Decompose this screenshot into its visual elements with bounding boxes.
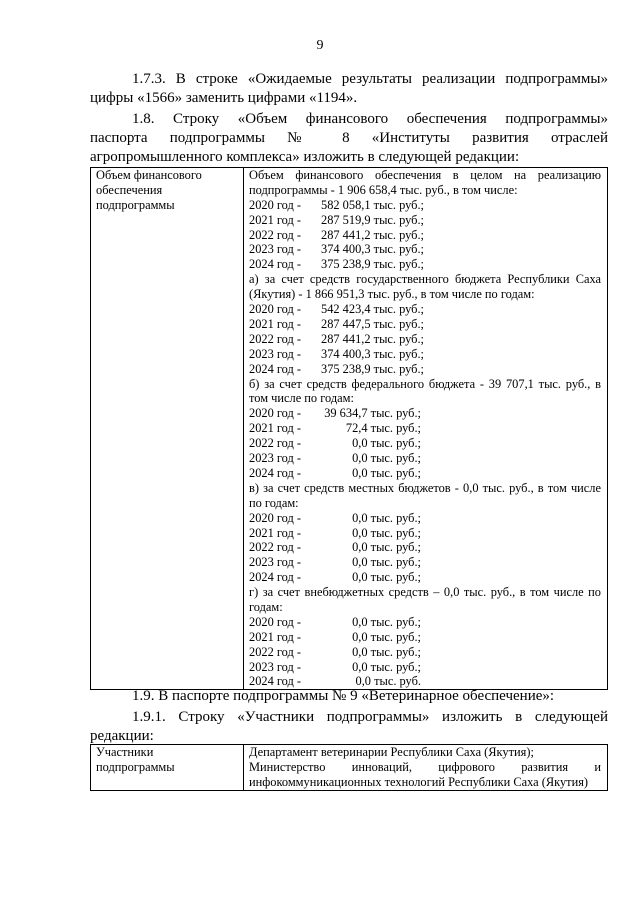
total-financing-text: Объем финансового обеспечения в целом на реализацию подпрограммы - 1 906 658,4 тыс. руб., в том числе: — [249, 168, 601, 197]
local-budget-text: в) за счет средств местных бюджетов - 0,0 тыс. руб., в том числе по годам: — [249, 480, 601, 510]
page-number: 9 — [316, 38, 324, 53]
extrabudgetary-text: г) за счет внебюджетных средств – 0,0 тыс. руб., в том числе по годам: — [249, 585, 601, 614]
label-line: обеспечения — [96, 182, 163, 197]
total-years-list — [249, 198, 601, 272]
year-row: 2024 год - 0,0 тыс. руб.; — [249, 570, 421, 585]
paragraph-line: цифры «1566» заменить цифрами «1194». — [90, 90, 358, 106]
label-line: Объем финансового — [96, 168, 202, 182]
state-budget-years-list — [249, 302, 601, 376]
year-row: 2021 год - 287 447,5 тыс. руб.; — [249, 316, 425, 331]
paragraph-1-8 — [90, 110, 608, 167]
paragraph-line: 1.9. В паспорте подпрограммы № 9 «Ветеринарное обеспечение»: — [132, 688, 555, 704]
label-line: подпрограммы — [96, 197, 175, 212]
year-row: 2021 год - 0,0 тыс. руб.; — [249, 525, 421, 540]
paragraph-line: редакции: — [90, 728, 154, 744]
federal-budget-years-list — [249, 406, 601, 480]
participant-ministry-innovations: Министерство инноваций, цифрового развития и инфокоммуникационных технологий Республики Саха (Якутия) — [249, 759, 601, 789]
year-row: 2024 год - 0,0 тыс. руб.; — [249, 465, 421, 480]
year-row: 2023 год - 0,0 тыс. руб.; — [249, 555, 421, 570]
paragraph-1-7-3 — [90, 70, 608, 108]
year-row: 2023 год - 374 400,3 тыс. руб.; — [249, 242, 425, 257]
year-row: 2020 год - 39 634,7 тыс. руб.; — [249, 406, 421, 421]
financing-label-cell — [91, 168, 244, 690]
participants-value-cell — [244, 745, 608, 791]
paragraph-line: 1.7.3. В строке «Ожидаемые результаты реализации подпрограммы» — [132, 71, 608, 87]
paragraph-1-9 — [90, 687, 608, 706]
year-row: 2020 год - 542 423,4 тыс. руб.; — [249, 302, 425, 317]
year-row: 2022 год - 0,0 тыс. руб.; — [249, 644, 421, 659]
year-row: 2024 год - 0,0 тыс. руб. — [249, 674, 421, 689]
participants-table — [90, 744, 608, 791]
year-row: 2023 год - 0,0 тыс. руб.; — [249, 451, 421, 466]
year-row: 2024 год - 375 238,9 тыс. руб.; — [249, 361, 425, 376]
financing-value-cell — [244, 168, 608, 690]
label-line: Участники — [96, 745, 154, 759]
year-row: 2021 год - 72,4 тыс. руб.; — [249, 421, 421, 436]
federal-budget-text: б) за счет средств федерального бюджета - 39 707,1 тыс. руб., в том числе по годам: — [249, 376, 601, 406]
paragraph-line: 1.9.1. Строку «Участники подпрограммы» изложить в следующей — [132, 709, 608, 725]
year-row: 2021 год - 0,0 тыс. руб.; — [249, 629, 421, 644]
participant-veterinary-department: Департамент ветеринарии Республики Саха (Якутия); — [249, 745, 534, 759]
year-row: 2022 год - 287 441,2 тыс. руб.; — [249, 227, 425, 242]
paragraph-line: 1.8. Строку «Объем финансового обеспечения подпрограммы» — [132, 111, 608, 127]
year-row: 2022 год - 0,0 тыс. руб.; — [249, 436, 421, 451]
extrabudgetary-years-list — [249, 615, 601, 689]
paragraph-line: паспорта подпрограммы № 8 «Институты развития отраслей — [90, 130, 608, 146]
year-row: 2020 год - 0,0 тыс. руб.; — [249, 614, 421, 629]
paragraph-line: агропромышленного комплекса» изложить в следующей редакции: — [90, 149, 520, 165]
label-line: подпрограммы — [96, 759, 175, 774]
year-row: 2020 год - 582 058,1 тыс. руб.; — [249, 197, 425, 212]
paragraph-1-9-1 — [90, 708, 608, 746]
year-row: 2020 год - 0,0 тыс. руб.; — [249, 510, 421, 525]
financing-table — [90, 167, 608, 690]
participants-label-cell — [91, 745, 244, 791]
state-budget-text: а) за счет средств государственного бюджета Республики Саха (Якутия) - 1 866 951,3 тыс. руб., в том числе по годам: — [249, 272, 601, 302]
year-row: 2022 год - 287 441,2 тыс. руб.; — [249, 331, 425, 346]
year-row: 2023 год - 0,0 тыс. руб.; — [249, 659, 421, 674]
year-row: 2022 год - 0,0 тыс. руб.; — [249, 540, 421, 555]
local-budget-years-list — [249, 511, 601, 585]
year-row: 2024 год - 375 238,9 тыс. руб.; — [249, 257, 425, 272]
year-row: 2023 год - 374 400,3 тыс. руб.; — [249, 346, 425, 361]
year-row: 2021 год - 287 519,9 тыс. руб.; — [249, 212, 425, 227]
